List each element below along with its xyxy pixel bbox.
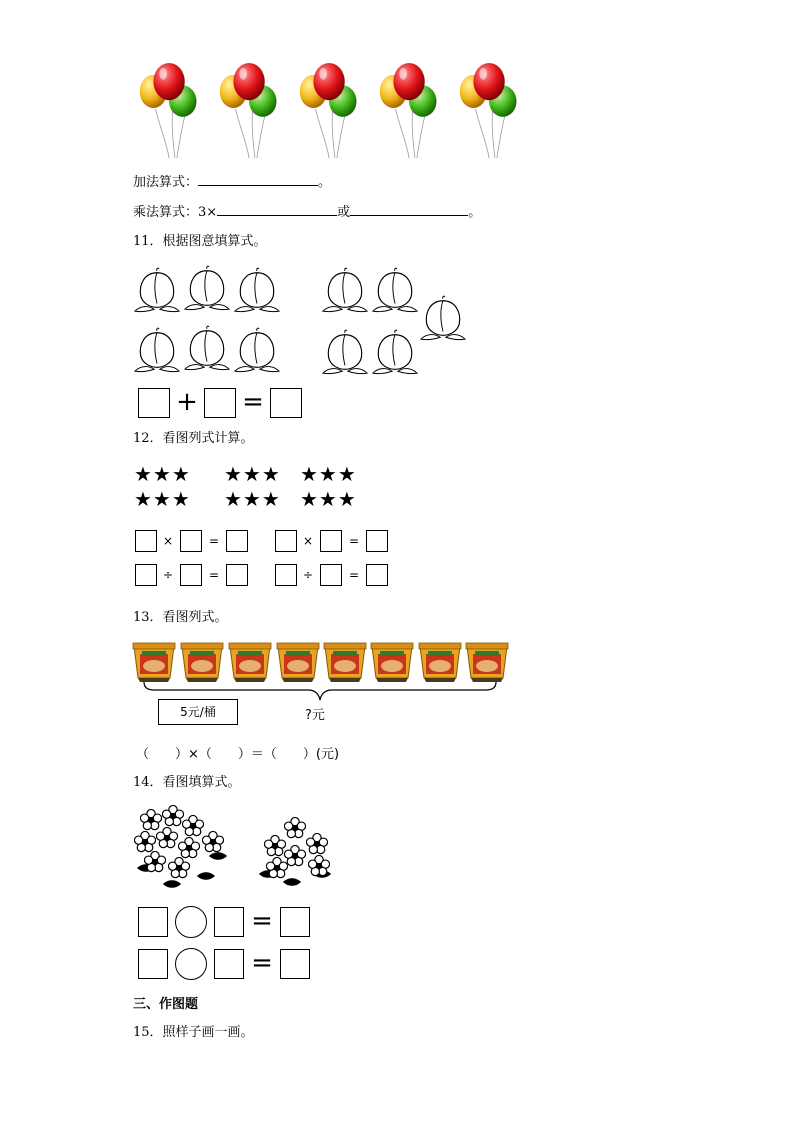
answer-box[interactable]: [270, 388, 302, 418]
noodle-bowl-icon: [370, 642, 414, 684]
balloon-group-icon: [373, 62, 453, 160]
leaf-icon: [162, 879, 182, 889]
balloon-group-icon: [453, 62, 533, 160]
times-sign: ×: [303, 534, 314, 548]
flower-icon: [202, 831, 224, 853]
flower-icon: [134, 831, 156, 853]
star-group: ★★★: [300, 487, 357, 511]
question-price-label: ?元: [305, 708, 325, 723]
answer-box[interactable]: [138, 949, 168, 979]
peach-icon: [183, 325, 231, 373]
peach-icon: [133, 267, 181, 315]
multiplication-blank-1[interactable]: [217, 203, 337, 216]
q11-title: 11．根据图意填算式。: [133, 234, 267, 249]
multiplication-or: 或: [337, 205, 351, 220]
answer-box[interactable]: [320, 564, 342, 586]
peach-icon: [419, 295, 467, 343]
peach-icon: [321, 329, 369, 377]
answer-box[interactable]: [366, 530, 388, 552]
operator-circle[interactable]: [175, 948, 207, 980]
flower-icon: [168, 857, 190, 879]
multiplication-line: [133, 203, 481, 221]
answer-box[interactable]: [138, 388, 170, 418]
noodle-bowl-icon: [465, 642, 509, 684]
answer-box[interactable]: [214, 907, 244, 937]
peach-icon: [321, 267, 369, 315]
peach-figure: [133, 265, 473, 380]
answer-box[interactable]: [226, 564, 248, 586]
peach-icon: [233, 267, 281, 315]
balloon-row: [133, 62, 513, 162]
answer-box[interactable]: [280, 907, 310, 937]
q14-title: 14．看图填算式。: [133, 775, 241, 790]
flower-icon: [306, 833, 328, 855]
star-group: ★★★: [134, 462, 191, 486]
noodle-bowl-icon: [418, 642, 462, 684]
answer-box[interactable]: [135, 530, 157, 552]
operator-circle[interactable]: [175, 906, 207, 938]
multiplication-end: 。: [468, 205, 482, 220]
q13-equation: （ ）×（ ）＝（ ）(元): [136, 747, 340, 762]
flower-icon: [284, 817, 306, 839]
leaf-icon: [196, 871, 216, 881]
answer-box[interactable]: [366, 564, 388, 586]
answer-box[interactable]: [135, 564, 157, 586]
addition-end: 。: [318, 175, 332, 190]
star-group: ★★★: [300, 462, 357, 486]
section-title: 三、作图题: [133, 997, 199, 1012]
flower-icon: [264, 835, 286, 857]
balloon-group-icon: [213, 62, 293, 160]
equals-sign: =: [251, 906, 273, 936]
flower-figure-left: [132, 805, 232, 895]
answer-box[interactable]: [180, 530, 202, 552]
addition-label: 加法算式：: [133, 175, 199, 190]
times-sign: ×: [163, 534, 174, 548]
flower-icon: [162, 805, 184, 827]
plus-sign: +: [176, 387, 198, 417]
peach-icon: [371, 267, 419, 315]
q15-title: 15．照样子画一画。: [133, 1025, 254, 1040]
noodle-bowl-icon: [180, 642, 224, 684]
answer-box[interactable]: [138, 907, 168, 937]
q13-title: 13．看图列式。: [133, 610, 228, 625]
answer-box[interactable]: [204, 388, 236, 418]
addition-line: [133, 173, 331, 191]
noodle-bowl-icon: [132, 642, 176, 684]
flower-icon: [144, 851, 166, 873]
equals-sign: =: [349, 568, 360, 582]
peach-icon: [371, 329, 419, 377]
peach-icon: [133, 327, 181, 375]
answer-box[interactable]: [275, 530, 297, 552]
answer-box[interactable]: [180, 564, 202, 586]
balloon-group-icon: [293, 62, 373, 160]
answer-box[interactable]: [214, 949, 244, 979]
divide-sign: ÷: [163, 568, 174, 582]
divide-sign: ÷: [303, 568, 314, 582]
equals-sign: =: [349, 534, 360, 548]
flower-icon: [308, 855, 330, 877]
equals-sign: =: [209, 568, 220, 582]
answer-box[interactable]: [275, 564, 297, 586]
flower-icon: [178, 837, 200, 859]
equals-sign: =: [251, 948, 273, 978]
multiplication-blank-2[interactable]: [350, 203, 468, 216]
answer-box[interactable]: [226, 530, 248, 552]
answer-box[interactable]: [320, 530, 342, 552]
noodle-bowl-icon: [276, 642, 320, 684]
star-group: ★★★: [224, 462, 281, 486]
price-label-box: 5元/桶: [158, 699, 238, 725]
star-figure: [134, 464, 374, 512]
noodle-bowl-icon: [228, 642, 272, 684]
q12-title: 12．看图列式计算。: [133, 431, 254, 446]
addition-blank[interactable]: [198, 173, 318, 186]
answer-box[interactable]: [280, 949, 310, 979]
peach-icon: [233, 327, 281, 375]
peach-icon: [183, 265, 231, 313]
flower-icon: [182, 815, 204, 837]
equals-sign: =: [209, 534, 220, 548]
star-group: ★★★: [134, 487, 191, 511]
balloon-group-icon: [133, 62, 213, 160]
flower-figure-right: [258, 815, 338, 895]
star-group: ★★★: [224, 487, 281, 511]
noodle-bowl-icon: [323, 642, 367, 684]
flower-icon: [156, 827, 178, 849]
multiplication-label: 乘法算式：3×: [133, 205, 218, 220]
flower-icon: [266, 857, 288, 879]
equals-sign: =: [242, 387, 264, 417]
